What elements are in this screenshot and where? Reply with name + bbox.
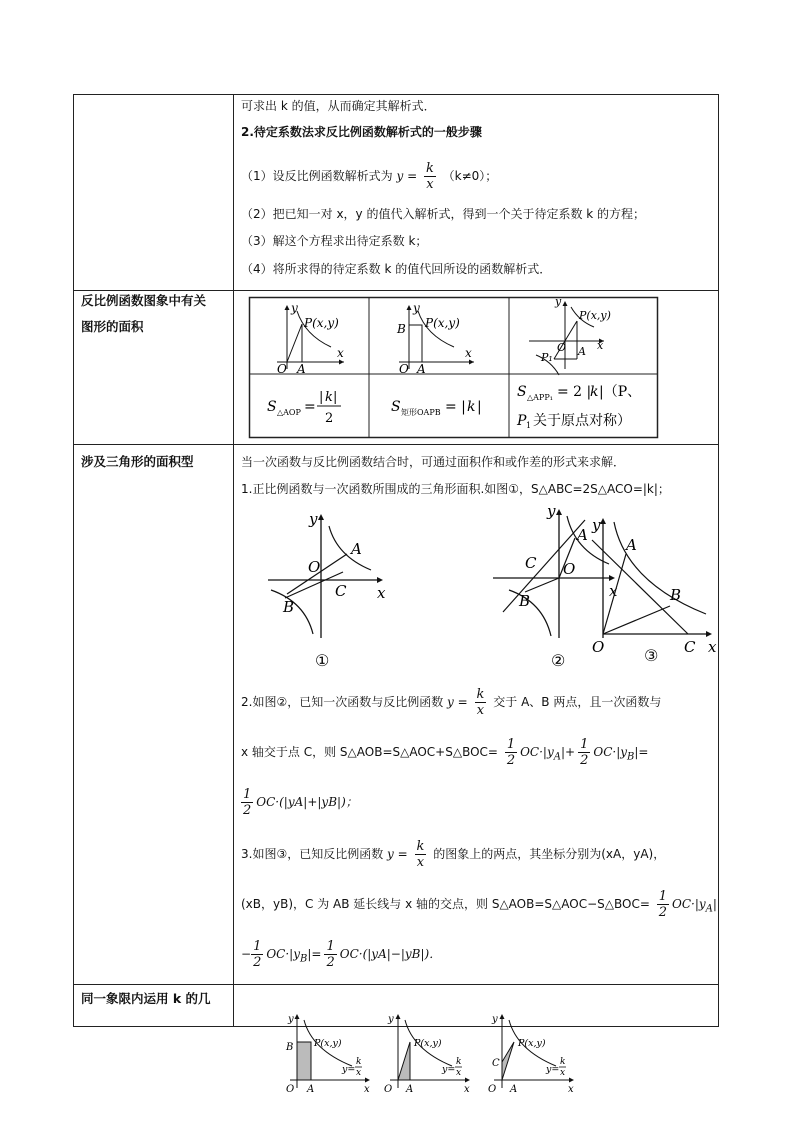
column-divider <box>233 94 234 1027</box>
svg-text:B: B <box>670 586 682 604</box>
svg-text:B: B <box>286 1042 294 1053</box>
svg-text:|: | <box>477 399 482 415</box>
svg-text:S: S <box>517 384 527 400</box>
figure-rectangle-oapb <box>396 301 474 376</box>
svg-text:A: A <box>577 526 588 544</box>
svg-text:|: | <box>333 390 338 405</box>
step-1-text: （1）设反比例函数解析式为 <box>241 169 393 183</box>
svg-text:x: x <box>356 1068 362 1078</box>
svg-text:C: C <box>492 1058 500 1069</box>
term-oc-ya: $OC\cdot|y_A|+$ <box>520 745 576 763</box>
formula-2 <box>391 399 482 417</box>
step-4: （4）将所求得的待定系数 k 的值代回所设的函数解析式． <box>241 262 552 276</box>
formula-y: y = <box>387 847 408 861</box>
svg-text:x: x <box>597 339 604 352</box>
figure-1 <box>268 510 386 670</box>
row-label-line1: 反比例函数图象中有关 <box>81 293 207 308</box>
step-2: （2）把已知一对 x，y 的值代入解析式，得到一个关于待定系数 k 的方程； <box>241 207 646 221</box>
table-border-top <box>73 94 719 95</box>
triangle-point-3-line2 <box>241 886 717 927</box>
figure-triangle-oa <box>384 1014 470 1095</box>
triangle-point-2-line3 <box>241 784 358 820</box>
svg-text:P(x,y): P(x,y) <box>425 316 460 330</box>
svg-text:k: k <box>456 1057 462 1067</box>
svg-text:P(x,y): P(x,y) <box>579 309 611 322</box>
svg-text:y: y <box>291 301 298 315</box>
fraction-k-over-x: $\frac{k}{x}$ <box>476 687 485 718</box>
svg-text:O: O <box>399 362 409 376</box>
svg-text:S: S <box>267 399 277 415</box>
fraction-k-over-x: $\frac{k}{x}$ <box>416 839 425 870</box>
triangle-point-1: 1.正比例函数与一次函数所围成的三角形面积.如图①，S△ABC=2S△ACO=|k|； <box>241 482 670 496</box>
step-1 <box>241 158 497 194</box>
svg-text:A: A <box>578 345 586 358</box>
section-heading: 2.待定系数法求反比例函数解析式的一般步骤 <box>241 125 482 139</box>
fraction-one-half: $\frac{1}{2}$ <box>326 939 335 970</box>
svg-text:矩形OAPB: 矩形OAPB <box>401 408 441 417</box>
svg-text:P(x,y): P(x,y) <box>314 1038 342 1049</box>
svg-text:S: S <box>391 399 401 415</box>
svg-text:A: A <box>351 540 362 558</box>
svg-text:x: x <box>464 1084 470 1095</box>
svg-text:P(x,y): P(x,y) <box>304 316 339 330</box>
svg-text:k: k <box>560 1057 566 1067</box>
svg-text:x: x <box>609 582 618 600</box>
fraction-one-half: $\frac{1}{2}$ <box>253 939 262 970</box>
minus-sign: − <box>241 947 252 961</box>
formula-3 <box>516 384 641 430</box>
table-border-left <box>73 94 74 1027</box>
point-2-line2-text: x 轴交于点 C，则 S△AOB=S△AOC+S△BOC= <box>241 745 498 759</box>
point-3-line2-text: (xB，yB)，C 为 AB 延长线与 x 轴的交点，则 S△AOB=S△AOC−S△BOC= <box>241 897 650 911</box>
figure-2-label: ② <box>551 651 566 670</box>
svg-text:y: y <box>309 510 318 528</box>
svg-text:O: O <box>384 1084 393 1095</box>
svg-text:O: O <box>592 638 605 656</box>
fraction-k-over-x: $\frac{k}{x}$ <box>425 161 434 192</box>
formula-y: y = <box>447 695 468 709</box>
svg-text:y: y <box>492 1014 498 1025</box>
svg-text:O: O <box>557 341 567 354</box>
svg-text:A: A <box>510 1084 518 1095</box>
fraction-one-half: $\frac{1}{2}$ <box>243 787 252 818</box>
step-1-suffix: （k≠0）； <box>442 169 498 183</box>
term-oc-ya: $OC\cdot|y_A|$ <box>672 897 717 915</box>
svg-text:1: 1 <box>526 421 532 430</box>
svg-text:y: y <box>388 1014 394 1025</box>
svg-text:=: = <box>304 399 316 415</box>
svg-text:△AOP: △AOP <box>277 408 301 417</box>
svg-text:P₁: P₁ <box>541 351 553 364</box>
svg-text:y=: y= <box>442 1064 456 1075</box>
row-divider <box>73 444 719 445</box>
svg-text:△APP₁: △APP₁ <box>527 393 553 402</box>
svg-text:x: x <box>568 1084 574 1095</box>
figure-triangle-oc <box>488 1014 574 1095</box>
svg-text:O: O <box>488 1084 497 1095</box>
fraction-one-half: $\frac{1}{2}$ <box>580 737 589 768</box>
svg-text:k: k <box>356 1057 362 1067</box>
svg-text:B: B <box>283 598 295 616</box>
svg-text:x: x <box>337 346 344 360</box>
fraction-one-half: $\frac{1}{2}$ <box>658 889 667 920</box>
content-table <box>73 94 719 1027</box>
figure-3-label: ③ <box>644 646 659 665</box>
fraction-one-half: $\frac{1}{2}$ <box>506 737 516 768</box>
svg-text:A: A <box>626 536 637 554</box>
svg-text:C: C <box>684 638 696 656</box>
svg-text:A: A <box>417 362 426 376</box>
svg-text:x: x <box>377 584 386 602</box>
svg-text:y: y <box>288 1014 294 1025</box>
triangle-intro: 当一次函数与反比例函数结合时，可通过面积作和或作差的形式来求解． <box>241 455 626 469</box>
row-divider <box>73 984 719 985</box>
svg-text:关于原点对称）: 关于原点对称） <box>533 413 631 429</box>
triangle-point-2 <box>241 684 661 720</box>
svg-text:k: k <box>325 390 333 405</box>
svg-text:y: y <box>592 516 601 534</box>
svg-text:|: | <box>319 390 324 405</box>
svg-text:A: A <box>307 1084 315 1095</box>
point-3-text: 3.如图③，已知反比例函数 <box>241 847 384 861</box>
svg-text:B: B <box>397 322 406 336</box>
svg-text:= |: = | <box>445 399 466 415</box>
svg-text:O: O <box>563 560 576 578</box>
svg-text:P(x,y): P(x,y) <box>518 1038 546 1049</box>
row-label-area <box>81 288 231 340</box>
formula-1 <box>267 390 341 426</box>
svg-text:x: x <box>708 638 717 656</box>
triangle-point-2-line2 <box>241 734 649 775</box>
svg-text:x: x <box>465 346 472 360</box>
step-3: （3）解这个方程求出待定系数 k； <box>241 234 428 248</box>
svg-text:O: O <box>308 558 321 576</box>
term-oc-yb: $OC\cdot|y_B|=$ <box>593 745 649 763</box>
point-2-line3-text: OC·(|yA|+|yB|)； <box>256 795 358 809</box>
figure-1-label: ① <box>315 651 330 670</box>
row-label-same-quadrant: 同一象限内运用 k 的几 <box>81 991 211 1006</box>
svg-text:y: y <box>547 502 556 520</box>
formula-y: y = <box>396 169 418 183</box>
triangle-point-3 <box>241 836 665 872</box>
point-3-line3-text: OC·(|yA|−|yB|)． <box>339 947 442 961</box>
svg-text:y: y <box>413 301 420 315</box>
same-quadrant-figures <box>280 1010 580 1098</box>
term-oc-yb: $OC\cdot|y_B|=$ <box>266 947 322 965</box>
area-figures-table <box>249 297 659 439</box>
svg-text:x: x <box>456 1068 462 1078</box>
svg-text:x: x <box>560 1068 566 1078</box>
point-2-text: 2.如图②，已知一次函数与反比例函数 <box>241 695 444 709</box>
svg-text:P(x,y): P(x,y) <box>414 1038 442 1049</box>
svg-text:k: k <box>590 384 599 400</box>
row-label-line2: 图形的面积 <box>81 319 144 334</box>
row-label-triangle: 涉及三角形的面积型 <box>81 454 194 469</box>
figure-triangle-app1 <box>529 295 611 375</box>
svg-text:y=: y= <box>546 1064 560 1075</box>
svg-text:= 2 |: = 2 | <box>557 384 592 400</box>
figure-triangle-aop <box>277 301 344 376</box>
triangle-point-3-line3 <box>241 936 441 977</box>
svg-text:C: C <box>335 582 347 600</box>
svg-text:C: C <box>525 554 537 572</box>
point-3-suffix: 的图象上的两点，其坐标分别为(xA，yA)， <box>433 847 666 861</box>
svg-text:A: A <box>406 1084 414 1095</box>
svg-text:k: k <box>467 399 476 415</box>
svg-text:x: x <box>364 1084 370 1095</box>
svg-text:2: 2 <box>325 411 334 426</box>
point-2-suffix: 交于 A、B 两点，且一次函数与 <box>493 695 662 709</box>
continuation-text: 可求出 k 的值，从而确定其解析式． <box>241 99 436 113</box>
svg-text:y: y <box>555 295 562 308</box>
svg-text:A: A <box>297 362 306 376</box>
svg-text:B: B <box>519 592 531 610</box>
svg-text:|（P、: |（P、 <box>599 384 642 400</box>
svg-text:O: O <box>286 1084 295 1095</box>
svg-text:O: O <box>277 362 287 376</box>
figure-rect-ob <box>285 1014 370 1095</box>
svg-text:y=: y= <box>342 1064 356 1075</box>
svg-text:.: . <box>718 755 719 756</box>
svg-text:P: P <box>517 413 527 429</box>
